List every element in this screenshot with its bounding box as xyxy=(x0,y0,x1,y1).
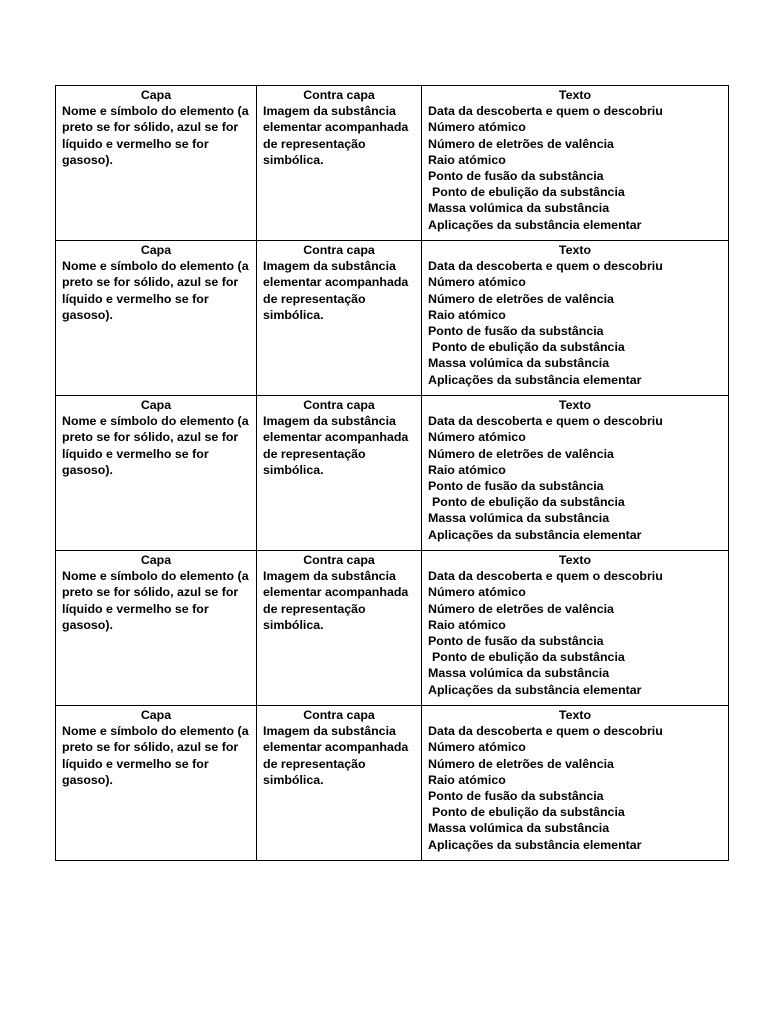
capa-title: Capa xyxy=(140,243,172,257)
texto-item: Número de eletrões de valência xyxy=(428,601,614,616)
texto-title: Texto xyxy=(558,88,592,102)
texto-item: Número de eletrões de valência xyxy=(428,136,614,151)
contra-capa-text: Imagem da substância elementar acompanhada de representação simbólica. xyxy=(263,724,409,787)
contra-capa-title: Contra capa xyxy=(303,708,375,722)
texto-cell xyxy=(422,86,729,241)
texto-item: Massa volúmica da substância xyxy=(428,821,610,836)
texto-item: Aplicações da substância elementar xyxy=(428,837,642,852)
texto-cell xyxy=(422,396,729,551)
texto-item: Número atómico xyxy=(428,120,526,135)
texto-item: Aplicações da substância elementar xyxy=(428,217,642,232)
texto-cell xyxy=(422,241,729,396)
contra-capa-title: Contra capa xyxy=(303,553,375,567)
texto-item: Número atómico xyxy=(428,740,526,755)
contra-capa-text: Imagem da substância elementar acompanhada de representação simbólica. xyxy=(263,569,409,632)
texto-item: Ponto de ebulição da substância xyxy=(432,185,625,200)
capa-cell xyxy=(56,241,257,396)
texto-title: Texto xyxy=(558,708,592,722)
texto-item: Número de eletrões de valência xyxy=(428,291,614,306)
capa-cell xyxy=(56,396,257,551)
texto-item: Data da descoberta e quem o descobriu xyxy=(428,104,663,119)
table-row xyxy=(56,241,729,396)
table-row xyxy=(56,86,729,241)
table-row xyxy=(56,396,729,551)
capa-title: Capa xyxy=(140,398,172,412)
texto-item: Ponto de ebulição da substância xyxy=(432,340,625,355)
texto-item: Aplicações da substância elementar xyxy=(428,682,642,697)
contra-capa-text: Imagem da substância elementar acompanhada de representação simbólica. xyxy=(263,259,409,322)
texto-item: Número de eletrões de valência xyxy=(428,756,614,771)
contra-capa-title: Contra capa xyxy=(303,398,375,412)
texto-item: Raio atómico xyxy=(428,462,506,477)
contra-capa-title: Contra capa xyxy=(303,243,375,257)
texto-title: Texto xyxy=(558,243,592,257)
texto-item: Data da descoberta e quem o descobriu xyxy=(428,259,663,274)
texto-item: Número atómico xyxy=(428,430,526,445)
texto-item: Ponto de ebulição da substância xyxy=(432,495,625,510)
texto-item: Massa volúmica da substância xyxy=(428,356,610,371)
texto-item: Aplicações da substância elementar xyxy=(428,372,642,387)
texto-item: Raio atómico xyxy=(428,307,506,322)
contra-capa-cell xyxy=(257,551,422,706)
capa-title: Capa xyxy=(140,88,172,102)
table-row xyxy=(56,551,729,706)
texto-item: Data da descoberta e quem o descobriu xyxy=(428,414,663,429)
texto-item: Ponto de fusão da substância xyxy=(428,324,604,339)
capa-title: Capa xyxy=(140,553,172,567)
texto-title: Texto xyxy=(558,398,592,412)
contra-capa-cell xyxy=(257,86,422,241)
texto-item: Massa volúmica da substância xyxy=(428,511,610,526)
texto-item: Ponto de ebulição da substância xyxy=(432,805,625,820)
texto-cell xyxy=(422,706,729,861)
capa-text: Nome e símbolo do elemento (a preto se for sólido, azul se for líquido e vermelho se for gasoso). xyxy=(62,724,249,787)
table-row xyxy=(56,706,729,861)
contra-capa-title: Contra capa xyxy=(303,88,375,102)
texto-item: Data da descoberta e quem o descobriu xyxy=(428,569,663,584)
contra-capa-cell xyxy=(257,396,422,551)
capa-text: Nome e símbolo do elemento (a preto se for sólido, azul se for líquido e vermelho se for gasoso). xyxy=(62,259,249,322)
texto-title: Texto xyxy=(558,553,592,567)
texto-item: Aplicações da substância elementar xyxy=(428,527,642,542)
contra-capa-cell xyxy=(257,241,422,396)
capa-cell xyxy=(56,551,257,706)
contra-capa-text: Imagem da substância elementar acompanhada de representação simbólica. xyxy=(263,414,409,477)
texto-item: Ponto de ebulição da substância xyxy=(432,650,625,665)
texto-item: Ponto de fusão da substância xyxy=(428,789,604,804)
texto-item: Número de eletrões de valência xyxy=(428,446,614,461)
texto-item: Raio atómico xyxy=(428,617,506,632)
capa-title: Capa xyxy=(140,708,172,722)
texto-item: Data da descoberta e quem o descobriu xyxy=(428,724,663,739)
texto-item: Massa volúmica da substância xyxy=(428,201,610,216)
texto-item: Raio atómico xyxy=(428,152,506,167)
texto-item: Ponto de fusão da substância xyxy=(428,479,604,494)
texto-item: Ponto de fusão da substância xyxy=(428,634,604,649)
texto-cell xyxy=(422,551,729,706)
cards-table xyxy=(55,85,729,861)
capa-cell xyxy=(56,706,257,861)
texto-item: Número atómico xyxy=(428,275,526,290)
texto-item: Número atómico xyxy=(428,585,526,600)
contra-capa-text: Imagem da substância elementar acompanhada de representação simbólica. xyxy=(263,104,409,167)
texto-item: Ponto de fusão da substância xyxy=(428,169,604,184)
capa-text: Nome e símbolo do elemento (a preto se for sólido, azul se for líquido e vermelho se for gasoso). xyxy=(62,569,249,632)
capa-text: Nome e símbolo do elemento (a preto se for sólido, azul se for líquido e vermelho se for gasoso). xyxy=(62,104,249,167)
capa-cell xyxy=(56,86,257,241)
capa-text: Nome e símbolo do elemento (a preto se for sólido, azul se for líquido e vermelho se for gasoso). xyxy=(62,414,249,477)
contra-capa-cell xyxy=(257,706,422,861)
texto-item: Massa volúmica da substância xyxy=(428,666,610,681)
texto-item: Raio atómico xyxy=(428,772,506,787)
